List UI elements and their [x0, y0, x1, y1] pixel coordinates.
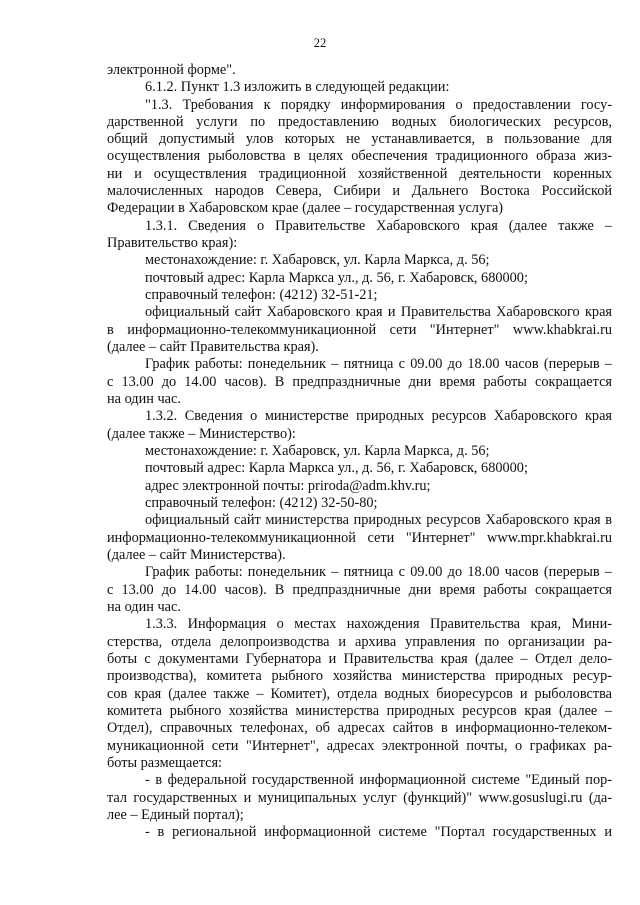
text-line: График работы: понедельник – пятница с 09.00 до 18.00 часов (перерыв – [145, 356, 612, 372]
text-line: - в федеральной государственной информационной системе "Единый пор- [145, 772, 612, 788]
text-line: ни и осуществления традиционной хозяйственной деятельности коренных [107, 166, 612, 182]
text-line: боты размещается: [107, 755, 223, 771]
text-line: на один час. [107, 599, 181, 615]
text-line: общий допустимый улов которых не устанавливается, в пользование для [107, 131, 612, 147]
text-line: комитета рыбного хозяйства министерства природных ресурсов края (далее – [107, 703, 612, 719]
text-line: (далее – сайт Министерства). [107, 547, 286, 563]
text-line: почтовый адрес: Карла Маркса ул., д. 56, г. Хабаровск, 680000; [145, 460, 528, 476]
text-line: стерства, отдела делопроизводства и архива управления по организации ра- [107, 634, 612, 650]
text-line: (далее также – Министерство): [107, 426, 296, 442]
text-line: на один час. [107, 391, 181, 407]
text-line: - в региональной информационной системе "Портал государственных и [145, 824, 612, 840]
text-line: 6.1.2. Пункт 1.3 изложить в следующей редакции: [145, 79, 450, 95]
text-line: официальный сайт Хабаровского края и Правительства Хабаровского края [145, 304, 612, 320]
text-line: осуществления рыболовства в целях обеспечения традиционного образа жиз- [107, 148, 612, 164]
text-line: 1.3.1. Сведения о Правительстве Хабаровского края (далее также – [145, 218, 612, 234]
page-number: 22 [313, 36, 327, 50]
text-line: информационно-телекоммуникационной сети "Интернет" www.mpr.khabkrai.ru [107, 530, 612, 546]
text-line: производства), комитета рыбного хозяйства министерства природных ресур- [107, 668, 612, 684]
text-line: справочный телефон: (4212) 32-50-80; [145, 495, 378, 511]
text-line: Федерации в Хабаровском крае (далее – государственная услуга) [107, 200, 504, 216]
text-line: 1.3.2. Сведения о министерстве природных ресурсов Хабаровского края [145, 408, 612, 424]
text-line: с 13.00 до 14.00 часов). В предпраздничные дни время работы сокращается [107, 582, 612, 598]
text-line: тал государственных и муниципальных услуг (функций)" www.gosuslugi.ru (да- [107, 790, 612, 806]
text-line: График работы: понедельник – пятница с 09.00 до 18.00 часов (перерыв – [145, 564, 612, 580]
text-line: официальный сайт министерства природных ресурсов Хабаровского края в [145, 512, 612, 528]
text-line: Правительство края): [107, 235, 238, 251]
text-line: местонахождение: г. Хабаровск, ул. Карла Маркса, д. 56; [145, 443, 490, 459]
text-line: адрес электронной почты: priroda@adm.khv.ru; [145, 478, 431, 494]
text-line: Отдел), справочных телефонах, об адресах сайтов в информационно-телеком- [107, 720, 612, 736]
text-line: с 13.00 до 14.00 часов). В предпраздничные дни время работы сокращается [107, 374, 612, 390]
text-line: лее – Единый портал); [107, 807, 244, 823]
text-line: почтовый адрес: Карла Маркса ул., д. 56, г. Хабаровск, 680000; [145, 270, 528, 286]
text-line: "1.3. Требования к порядку информирования о предоставлении госу- [145, 97, 612, 113]
text-line: дарственной услуги по предоставлению водных биологических ресурсов, [107, 114, 612, 130]
text-line: (далее – сайт Правительства края). [107, 339, 319, 355]
text-line: малочисленных народов Севера, Сибири и Дальнего Востока Российской [107, 183, 612, 199]
text-line: сов края (далее также – Комитет), отдела водных биоресурсов и рыболовства [107, 686, 612, 702]
text-line: электронной форме". [107, 62, 236, 78]
text-line: в информационно-телекоммуникационной сети "Интернет" www.khabkrai.ru [107, 322, 612, 338]
text-line: местонахождение: г. Хабаровск, ул. Карла Маркса, д. 56; [145, 252, 490, 268]
text-line: боты с документами Губернатора и Правительства края (далее – Отдел дело- [107, 651, 612, 667]
text-line: 1.3.3. Информация о местах нахождения Правительства края, Мини- [145, 616, 612, 632]
text-line: муникационной сети "Интернет", адресах электронной почты, о графиках ра- [107, 738, 612, 754]
text-line: справочный телефон: (4212) 32-51-21; [145, 287, 378, 303]
